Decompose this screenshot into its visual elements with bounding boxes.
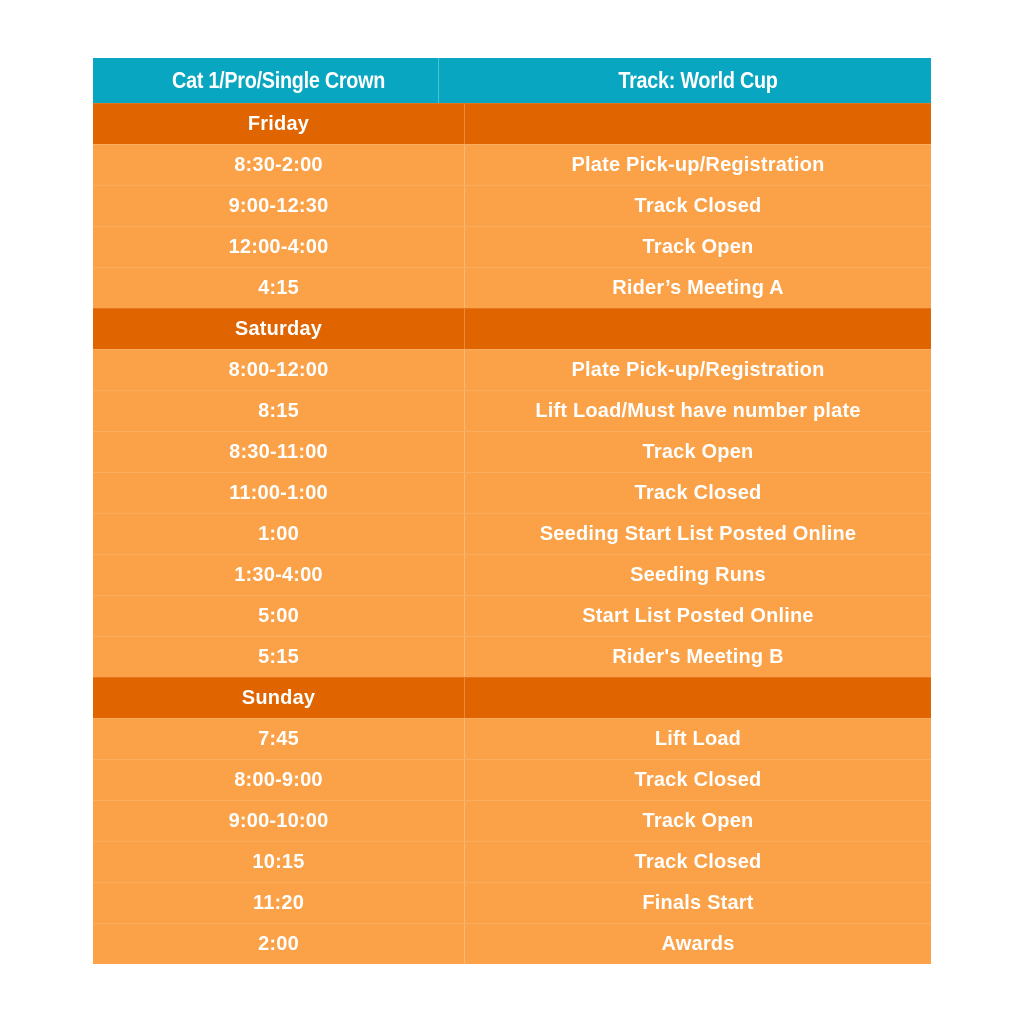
time-cell: 10:15 [93,842,465,882]
event-cell: Seeding Start List Posted Online [539,522,857,545]
day-empty-cell [465,678,931,718]
table-row [93,513,931,554]
table-row [93,595,931,636]
event-cell: Track Closed [634,850,762,873]
day-label: Sunday [93,678,465,718]
event-cell: Plate Pick-up/Registration [571,153,825,176]
event-cell: Start List Posted Online [582,604,814,627]
table-row [93,226,931,267]
column-header-category: Cat 1/Pro/Single Crown [119,58,439,103]
time-cell: 8:30-11:00 [93,432,465,472]
day-header-row [93,677,931,718]
event-cell: Rider’s Meeting A [612,276,784,299]
event-cell: Rider's Meeting B [612,645,784,668]
table-row [93,882,931,923]
time-cell: 9:00-10:00 [93,801,465,841]
table-row [93,144,931,185]
table-row [93,759,931,800]
time-cell: 9:00-12:30 [93,186,465,226]
event-cell: Finals Start [642,891,754,914]
event-cell: Track Open [642,235,754,258]
table-row [93,472,931,513]
time-cell: 7:45 [93,719,465,759]
day-label: Saturday [93,309,465,349]
table-row [93,841,931,882]
event-cell: Track Open [642,440,754,463]
table-row [93,431,931,472]
day-label: Friday [93,104,465,144]
table-row [93,185,931,226]
event-cell: Track Closed [634,194,762,217]
event-cell: Lift Load [654,727,742,750]
event-cell: Track Closed [634,481,762,504]
event-cell: Track Open [642,809,754,832]
table-row [93,349,931,390]
event-cell: Track Closed [634,768,762,791]
time-cell: 1:00 [93,514,465,554]
table-header-row [93,58,931,103]
table-row [93,636,931,677]
day-header-row [93,103,931,144]
event-cell: Plate Pick-up/Registration [571,358,825,381]
time-cell: 11:20 [93,883,465,923]
time-cell: 11:00-1:00 [93,473,465,513]
time-cell: 8:00-9:00 [93,760,465,800]
time-cell: 8:15 [93,391,465,431]
time-cell: 5:00 [93,596,465,636]
time-cell: 8:30-2:00 [93,145,465,185]
table-row [93,718,931,759]
table-row [93,554,931,595]
table-row [93,390,931,431]
day-empty-cell [465,104,931,144]
table-row [93,923,931,964]
schedule-table [93,58,931,964]
day-empty-cell [465,309,931,349]
time-cell: 8:00-12:00 [93,350,465,390]
time-cell: 1:30-4:00 [93,555,465,595]
time-cell: 2:00 [93,924,465,964]
event-cell: Lift Load/Must have number plate [535,399,861,422]
day-header-row [93,308,931,349]
table-row [93,800,931,841]
event-cell: Awards [661,932,735,955]
time-cell: 5:15 [93,637,465,677]
event-cell: Seeding Runs [630,563,766,586]
time-cell: 12:00-4:00 [93,227,465,267]
column-header-track: Track: World Cup [618,67,778,93]
table-row [93,267,931,308]
time-cell: 4:15 [93,268,465,308]
